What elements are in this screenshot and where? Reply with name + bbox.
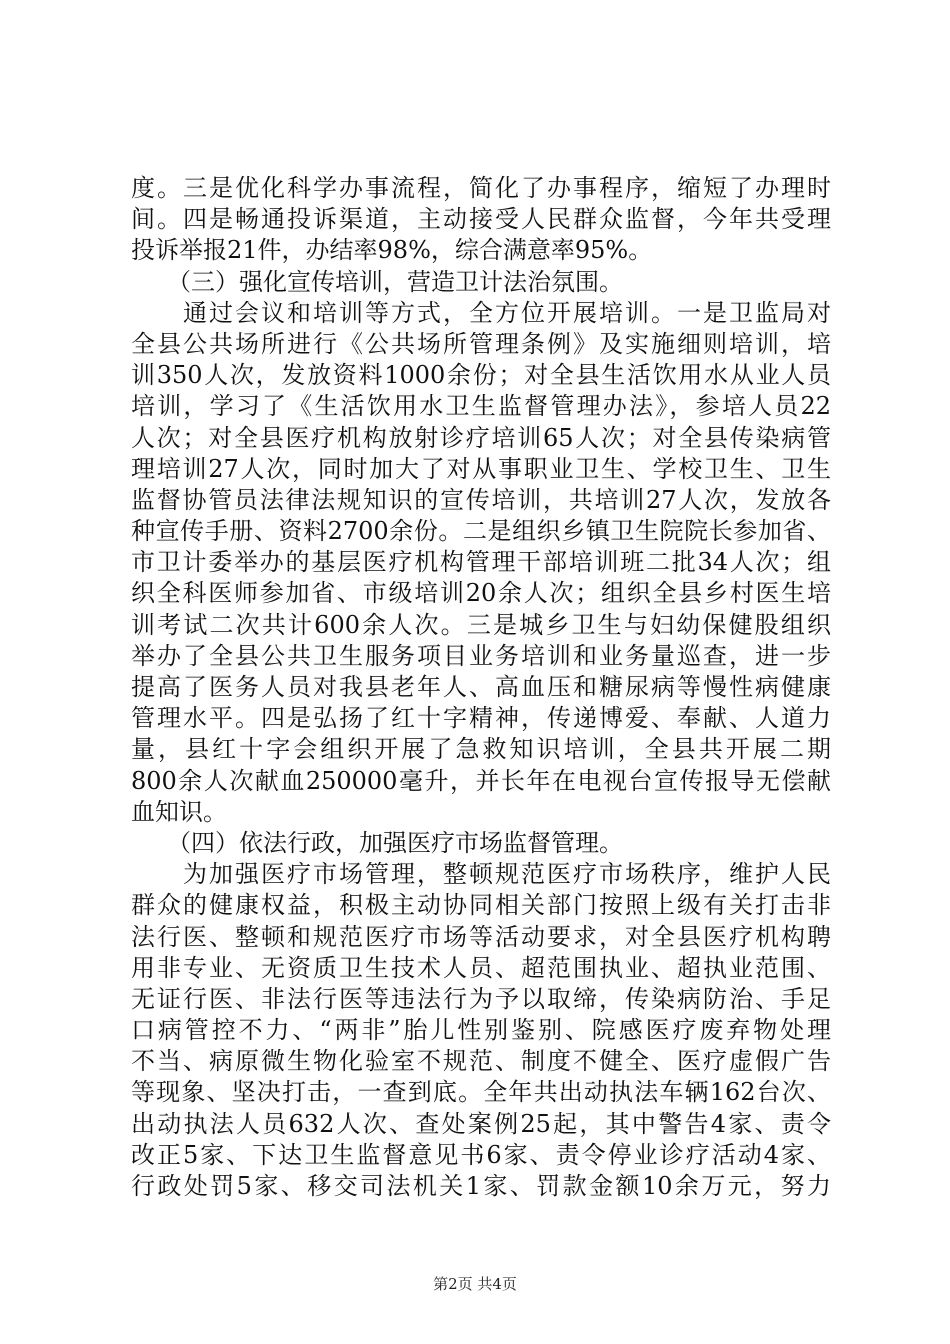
text-line: 训350人次，发放资料1000余份；对全县生活饮用水从业人员 [131, 361, 831, 390]
text-line: 培训，学习了《生活饮用水卫生监督管理办法》，参培人员22 [131, 392, 831, 421]
text-line: 人次；对全县医疗机构放射诊疗培训65人次；对全县传染病管 [131, 423, 831, 452]
text-line: 投诉举报21件，办结率98%，综合满意率95%。 [131, 236, 653, 265]
text-line: 改正5家、下达卫生监督意见书6家、责令停业诊疗活动4家、 [131, 1140, 831, 1169]
text-line: （四）依法行政，加强医疗市场监督管理。 [131, 828, 623, 857]
text-line: 理培训27人次，同时加大了对从事职业卫生、学校卫生、卫生 [131, 454, 831, 483]
text-line: 训考试二次共计600余人次。三是城乡卫生与妇幼保健股组织 [131, 610, 831, 639]
text-line: 口病管控不力、“两非”胎儿性别鉴别、院感医疗废弃物处理 [131, 1016, 831, 1045]
text-line: 无证行医、非法行医等违法行为予以取缔，传染病防治、手足 [131, 984, 831, 1013]
text-line: 行政处罚5家、移交司法机关1家、罚款金额10余万元，努力 [131, 1172, 831, 1200]
text-line: 全县公共场所进行《公共场所管理条例》及实施细则培训，培 [131, 329, 831, 358]
text-line: 度。三是优化科学办事流程，简化了办事程序，缩短了办理时 [131, 174, 831, 202]
text-line: 用非专业、无资质卫生技术人员、超范围执业、超执业范围、 [131, 953, 831, 982]
document-body [131, 173, 831, 1202]
text-line: 管理水平。四是弘扬了红十字精神，传递博爱、奉献、人道力 [131, 704, 831, 733]
text-line: 提高了医务人员对我县老年人、高血压和糖尿病等慢性病健康 [131, 673, 831, 701]
text-line: 为加强医疗市场管理，整顿规范医疗市场秩序，维护人民 [131, 860, 831, 889]
text-line: 监督协管员法律法规知识的宣传培训，共培训27人次，发放各 [131, 485, 831, 514]
text-line: 群众的健康权益，积极主动协同相关部门按照上级有关打击非 [131, 891, 831, 920]
page-footer: 第2页 共4页 [433, 1275, 517, 1293]
text-line: 800余人次献血250000毫升，并长年在电视台宣传报导无偿献 [131, 766, 831, 795]
text-line: （三）强化宣传培训，营造卫计法治氛围。 [131, 267, 623, 296]
text-line: 举办了全县公共卫生服务项目业务培训和业务量巡查，进一步 [131, 641, 831, 670]
text-line: 不当、病原微生物化验室不规范、制度不健全、医疗虚假广告 [131, 1047, 831, 1076]
text-line: 法行医、整顿和规范医疗市场等活动要求，对全县医疗机构聘 [131, 922, 831, 951]
text-line: 等现象、坚决打击，一查到底。全年共出动执法车辆162台次、 [131, 1078, 831, 1107]
text-line: 出动执法人员632人次、查处案例25起，其中警告4家、责令 [131, 1109, 831, 1138]
text-line: 间。四是畅通投诉渠道，主动接受人民群众监督，今年共受理 [131, 205, 831, 234]
text-line: 通过会议和培训等方式，全方位开展培训。一是卫监局对 [131, 298, 831, 327]
text-line: 种宣传手册、资料2700余份。二是组织乡镇卫生院院长参加省、 [131, 517, 831, 546]
text-line: 血知识。 [131, 797, 227, 826]
text-line: 市卫计委举办的基层医疗机构管理干部培训班二批34人次；组 [131, 548, 831, 577]
text-line: 量，县红十字会组织开展了急救知识培训，全县共开展二期 [131, 735, 831, 764]
text-line: 织全科医师参加省、市级培训20余人次；组织全县乡村医生培 [131, 579, 831, 608]
